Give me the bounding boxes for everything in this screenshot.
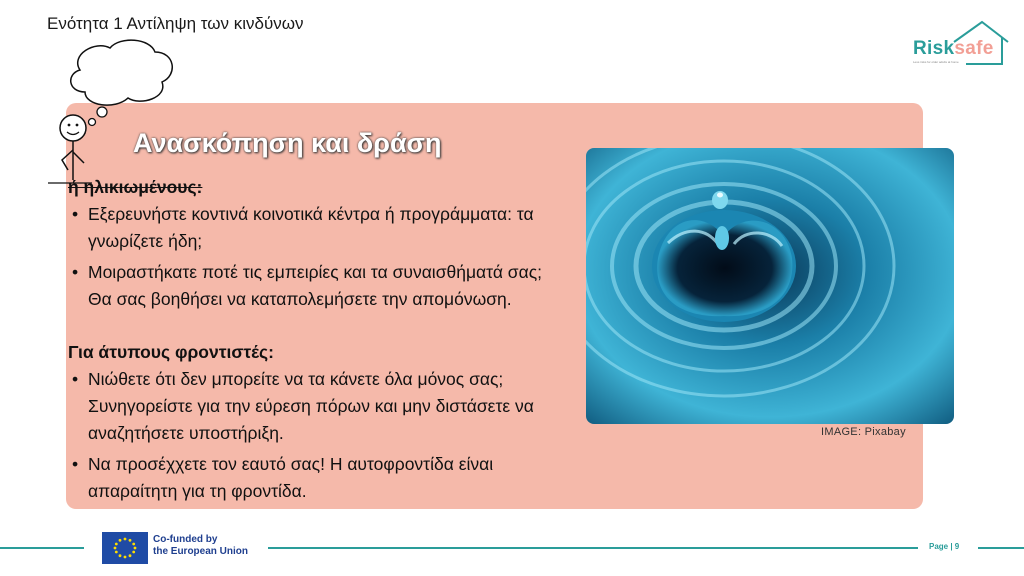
footer-divider-left bbox=[0, 547, 84, 549]
page-header-title: Ενότητα 1 Αντίληψη των κινδύνων bbox=[47, 14, 304, 33]
logo-risk-text: Risk bbox=[913, 38, 955, 59]
water-drop-photo bbox=[586, 148, 954, 424]
caregivers-list bbox=[68, 366, 558, 505]
list-item: • Να προσέχχετε τον εαυτό σας! Η αυτοφροντίδα είναι απαραίτητη για τη φροντίδα. bbox=[68, 451, 558, 505]
water-ripple-image bbox=[586, 148, 954, 424]
list-item: • Νιώθετε ότι δεν μπορείτε να τα κάνετε όλα μόνος σας; Συνηγορείστε για την εύρεση πόρων και μην διστάσετε να αναζητήσετε υποστήριξη. bbox=[68, 366, 558, 447]
eu-line-2: the European Union bbox=[153, 546, 248, 557]
thinking-figure-icon bbox=[40, 30, 180, 200]
page-number: Page | 9 bbox=[929, 542, 960, 551]
eu-flag-icon bbox=[102, 532, 148, 564]
section-heading-caregivers: Για άτυπους φροντιστές: bbox=[68, 342, 274, 362]
eu-line-1: Co-funded by bbox=[153, 534, 218, 545]
footer-divider-middle bbox=[268, 547, 918, 549]
risksafe-logo bbox=[910, 18, 1010, 70]
image-credit: IMAGE: Pixabay bbox=[821, 426, 906, 438]
list-item: • Μοιραστήκατε ποτέ τις εμπειρίες και τα συναισθήματά σας; Θα σας βοηθήσει να καταπολεμήσετε την απομόνωση. bbox=[68, 259, 558, 313]
logo-wordmark bbox=[913, 38, 994, 60]
older-adults-list bbox=[68, 201, 558, 313]
logo-tagline: Less risks for older adults at home bbox=[913, 60, 959, 64]
section-heading-older-adults: ή ηλικιωμένους: bbox=[68, 177, 203, 197]
eu-funding-text bbox=[153, 534, 248, 558]
list-item: • Εξερευνήστε κοντινά κοινοτικά κέντρα ή προγράμματα: τα γνωρίζετε ήδη; bbox=[68, 201, 558, 255]
panel-title: Ανασκόπηση και δράση bbox=[133, 128, 442, 158]
logo-safe-text: safe bbox=[954, 38, 994, 59]
content-text bbox=[68, 174, 558, 509]
footer-divider-right bbox=[978, 547, 1024, 549]
